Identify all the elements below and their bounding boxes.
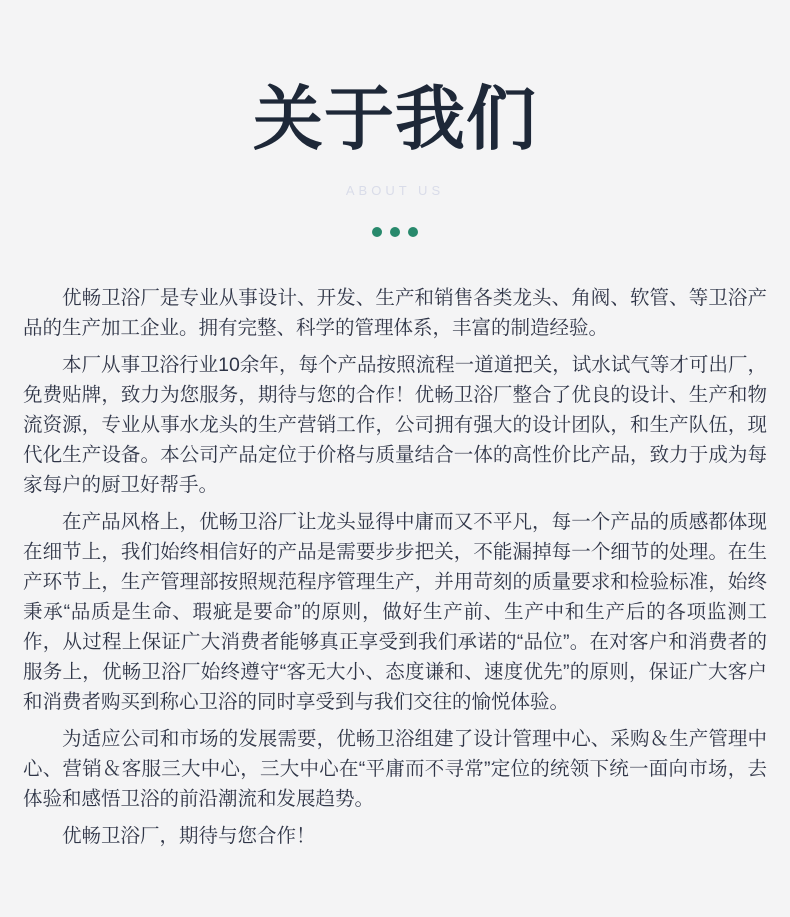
about-paragraph: 为适应公司和市场的发展需要，优畅卫浴组建了设计管理中心、采购＆生产管理中心、营销＆客服三大中心，三大中心在“平庸而不寻常”定位的统领下统一面向市场，去体验和感悟卫浴的前沿潮流和发展趋势。 xyxy=(23,728,767,810)
about-paragraph: 优畅卫浴厂，期待与您合作！ xyxy=(62,825,316,847)
about-paragraph: 本厂从事卫浴行业10余年，每个产品按照流程一道道把关，试水试气等才可出厂，免费贴牌，致力为您服务，期待与您的合作！优畅卫浴厂整合了优良的设计、生产和物流资源，专业从事水龙头的生产营销工作，公司拥有强大的设计团队，和生产队伍，现代化生产设备。本公司产品定位于价格与质量结合一体的高性价比产品，致力于成为每家每户的厨卫好帮手。 xyxy=(23,354,767,496)
about-paragraph: 在产品风格上，优畅卫浴厂让龙头显得中庸而又不平凡，每一个产品的质感都体现在细节上，我们始终相信好的产品是需要步步把关，不能漏掉每一个细节的处理。在生产环节上，生产管理部按照规范程序管理生产，并用苛刻的质量要求和检验标准，始终秉承“品质是生命、瑕疵是要命”的原则，做好生产前、生产中和生产后的各项监测工作，从过程上保证广大消费者能够真正享受到我们承诺的“品位”。在对客户和消费者的服务上，优畅卫浴厂始终遵守“客无大小、态度谦和、速度优先”的原则，保证广大客户和消费者购买到称心卫浴的同时享受到与我们交往的愉悦体验。 xyxy=(23,511,767,713)
about-header xyxy=(0,0,790,237)
divider-dots xyxy=(0,227,790,237)
about-content xyxy=(23,283,767,851)
about-paragraph: 优畅卫浴厂是专业从事设计、开发、生产和销售各类龙头、角阀、软管、等卫浴产品的生产加工企业。拥有完整、科学的管理体系，丰富的制造经验。 xyxy=(23,287,767,339)
dot-icon xyxy=(390,227,400,237)
dot-icon xyxy=(408,227,418,237)
about-paragraphs xyxy=(23,283,767,851)
page-subtitle-en: ABOUT US xyxy=(345,183,445,198)
dot-icon xyxy=(372,227,382,237)
page-title: 关于我们 xyxy=(253,80,537,158)
